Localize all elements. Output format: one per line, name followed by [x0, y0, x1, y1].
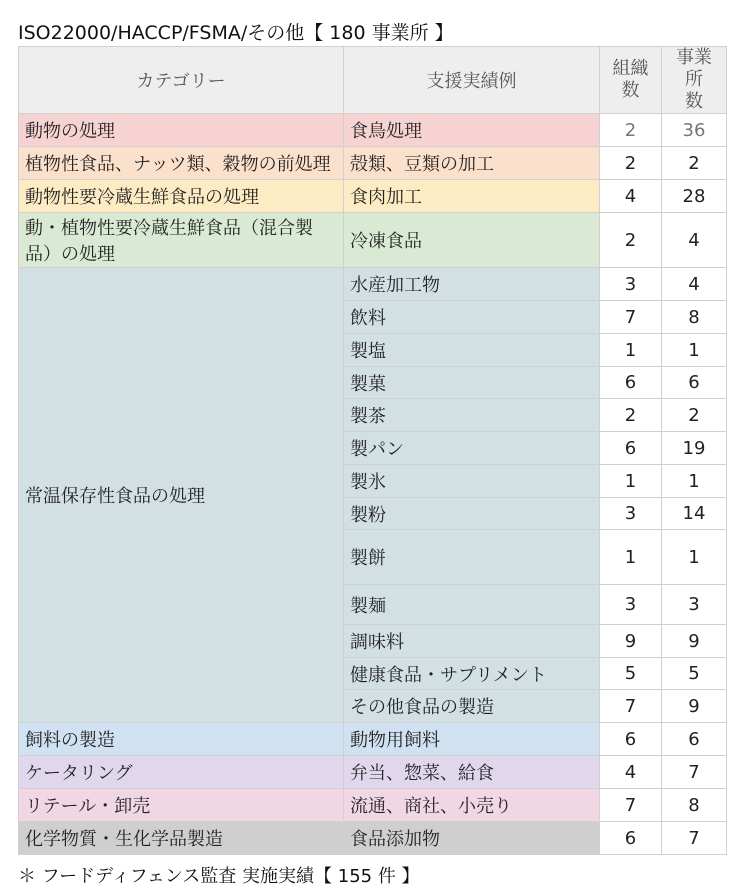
sites-count-cell: 9: [662, 625, 727, 658]
example-cell: 食肉加工: [344, 180, 600, 213]
groups-count-cell: 3: [600, 498, 662, 530]
example-cell: 製パン: [344, 432, 600, 465]
groups-count-cell: 4: [600, 180, 662, 213]
sites-count-cell: 8: [662, 789, 727, 822]
groups-count-cell: 1: [600, 530, 662, 585]
sites-count-cell: 6: [662, 723, 727, 756]
category-cell: 飼料の製造: [19, 723, 344, 756]
example-header: 支援実績例: [344, 47, 600, 114]
example-cell: 健康食品・サプリメント: [344, 658, 600, 690]
groups-count-cell: 6: [600, 432, 662, 465]
category-cell: 動物性要冷蔵生鮮食品の処理: [19, 180, 344, 213]
example-cell: 製粉: [344, 498, 600, 530]
example-cell: 製塩: [344, 334, 600, 367]
category-cell: 植物性食品、ナッツ類、穀物の前処理: [19, 147, 344, 180]
sites-count-cell: 4: [662, 268, 727, 301]
sites-count-cell: 1: [662, 465, 727, 498]
table-row: [19, 147, 727, 180]
groups-count-cell: 7: [600, 301, 662, 334]
achievements-table: [18, 46, 727, 855]
sites-count-cell: 5: [662, 658, 727, 690]
groups-count-cell: 6: [600, 367, 662, 399]
example-cell: 製茶: [344, 399, 600, 432]
sites-count-cell: 36: [662, 114, 727, 147]
groups-count-cell: 1: [600, 334, 662, 367]
sites-count-cell: 1: [662, 530, 727, 585]
groups-count-cell: 4: [600, 756, 662, 789]
sites-header: 事業所 数: [662, 47, 727, 114]
sites-count-cell: 19: [662, 432, 727, 465]
category-cell: 動物の処理: [19, 114, 344, 147]
groups-count-cell: 7: [600, 690, 662, 723]
table-row: [19, 723, 727, 756]
table-row: [19, 789, 727, 822]
sites-count-cell: 14: [662, 498, 727, 530]
groups-count-cell: 2: [600, 399, 662, 432]
example-cell: 製菓: [344, 367, 600, 399]
example-cell: 水産加工物: [344, 268, 600, 301]
footnote: ＊ フードディフェンス監査 実施実績【 155 件 】: [18, 866, 420, 887]
groups-count-cell: 2: [600, 114, 662, 147]
sites-count-cell: 2: [662, 147, 727, 180]
sites-count-cell: 8: [662, 301, 727, 334]
table-row: [19, 180, 727, 213]
groups-count-cell: 6: [600, 723, 662, 756]
table-row: [19, 114, 727, 147]
sites-count-cell: 1: [662, 334, 727, 367]
example-cell: 弁当、惣菜、給食: [344, 756, 600, 789]
table-row: [19, 213, 727, 268]
groups-header: 組織 数: [600, 47, 662, 114]
page-title: ISO22000/HACCP/FSMA/その他【 180 事業所 】: [18, 22, 454, 44]
sites-count-cell: 2: [662, 399, 727, 432]
category-cell: ケータリング: [19, 756, 344, 789]
sites-count-cell: 6: [662, 367, 727, 399]
example-cell: その他食品の製造: [344, 690, 600, 723]
example-cell: 飲料: [344, 301, 600, 334]
groups-count-cell: 2: [600, 213, 662, 268]
table-row: [19, 822, 727, 855]
sites-count-cell: 4: [662, 213, 727, 268]
table-header-row: [19, 47, 727, 114]
sites-count-cell: 7: [662, 822, 727, 855]
category-header: カテゴリー: [19, 47, 344, 114]
example-cell: 製麺: [344, 585, 600, 625]
example-cell: 流通、商社、小売り: [344, 789, 600, 822]
category-cell: 動・植物性要冷蔵生鮮食品（混合製品）の処理: [19, 213, 344, 268]
example-cell: 食品添加物: [344, 822, 600, 855]
category-cell: リテール・卸売: [19, 789, 344, 822]
example-cell: 冷凍食品: [344, 213, 600, 268]
table-row: [19, 268, 727, 301]
example-cell: 製餅: [344, 530, 600, 585]
sites-count-cell: 28: [662, 180, 727, 213]
table-row: [19, 756, 727, 789]
groups-count-cell: 9: [600, 625, 662, 658]
example-cell: 動物用飼料: [344, 723, 600, 756]
groups-count-cell: 3: [600, 585, 662, 625]
sites-count-cell: 7: [662, 756, 727, 789]
table-body: [19, 114, 727, 855]
category-cell: 化学物質・生化学品製造: [19, 822, 344, 855]
example-cell: 食鳥処理: [344, 114, 600, 147]
example-cell: 製氷: [344, 465, 600, 498]
groups-count-cell: 5: [600, 658, 662, 690]
groups-count-cell: 6: [600, 822, 662, 855]
sites-count-cell: 9: [662, 690, 727, 723]
groups-count-cell: 7: [600, 789, 662, 822]
example-cell: 調味料: [344, 625, 600, 658]
category-cell: 常温保存性食品の処理: [19, 268, 344, 723]
groups-count-cell: 2: [600, 147, 662, 180]
sites-count-cell: 3: [662, 585, 727, 625]
example-cell: 殻類、豆類の加工: [344, 147, 600, 180]
groups-count-cell: 1: [600, 465, 662, 498]
groups-count-cell: 3: [600, 268, 662, 301]
